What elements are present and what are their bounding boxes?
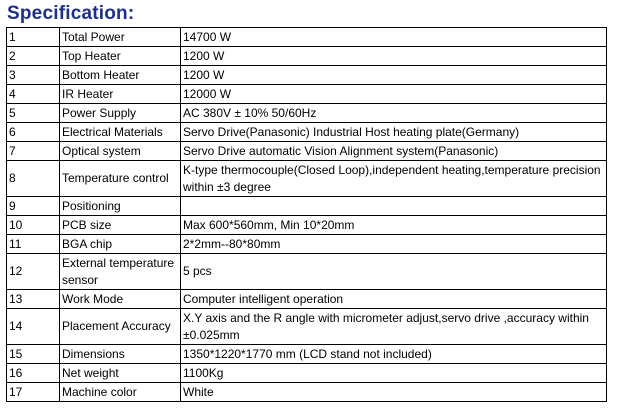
- table-row: [7, 383, 607, 402]
- row-value: Computer intelligent operation: [181, 290, 607, 309]
- row-item: Power Supply: [60, 104, 181, 123]
- row-value: Servo Drive(Panasonic) Industrial Host heating plate(Germany): [181, 123, 607, 142]
- row-value: 1200 W: [181, 66, 607, 85]
- row-number: 3: [7, 66, 60, 85]
- row-value: 5 pcs: [181, 254, 607, 290]
- row-number: 17: [7, 383, 60, 402]
- table-row: [7, 47, 607, 66]
- row-item: Bottom Heater: [60, 66, 181, 85]
- table-row: [7, 104, 607, 123]
- row-value: White: [181, 383, 607, 402]
- row-item: PCB size: [60, 216, 181, 235]
- row-value: Max 600*560mm, Min 10*20mm: [181, 216, 607, 235]
- row-number: 10: [7, 216, 60, 235]
- row-value: 2*2mm--80*80mm: [181, 235, 607, 254]
- row-value: 14700 W: [181, 28, 607, 47]
- row-number: 9: [7, 197, 60, 216]
- row-item: Temperature control: [60, 161, 181, 197]
- table-row: [7, 66, 607, 85]
- table-row: [7, 309, 607, 345]
- row-item: Dimensions: [60, 345, 181, 364]
- table-row: [7, 216, 607, 235]
- specification-table: [6, 27, 607, 402]
- row-number: 13: [7, 290, 60, 309]
- table-row: [7, 254, 607, 290]
- row-item: Placement Accuracy: [60, 309, 181, 345]
- row-number: 7: [7, 142, 60, 161]
- row-number: 14: [7, 309, 60, 345]
- table-row: [7, 142, 607, 161]
- row-item: IR Heater: [60, 85, 181, 104]
- table-row: [7, 364, 607, 383]
- page-title: Specification:: [7, 3, 135, 24]
- row-item: Total Power: [60, 28, 181, 47]
- row-number: 15: [7, 345, 60, 364]
- row-value: K-type thermocouple(Closed Loop),independent heating,temperature precision within ±3 degree: [181, 161, 607, 197]
- row-item: Electrical Materials: [60, 123, 181, 142]
- table-row: [7, 161, 607, 197]
- row-number: 8: [7, 161, 60, 197]
- row-item: Optical system: [60, 142, 181, 161]
- row-value: [181, 197, 607, 216]
- row-number: 11: [7, 235, 60, 254]
- table-row: [7, 28, 607, 47]
- row-number: 5: [7, 104, 60, 123]
- table-row: [7, 235, 607, 254]
- row-item: Work Mode: [60, 290, 181, 309]
- row-value: 1100Kg: [181, 364, 607, 383]
- row-item: Net weight: [60, 364, 181, 383]
- row-value: AC 380V ± 10% 50/60Hz: [181, 104, 607, 123]
- row-item: Top Heater: [60, 47, 181, 66]
- row-value: 12000 W: [181, 85, 607, 104]
- row-number: 1: [7, 28, 60, 47]
- table-row: [7, 85, 607, 104]
- table-row: [7, 290, 607, 309]
- table-row: [7, 123, 607, 142]
- row-number: 2: [7, 47, 60, 66]
- table-row: [7, 197, 607, 216]
- row-item: External temperature sensor: [60, 254, 181, 290]
- row-number: 12: [7, 254, 60, 290]
- row-value: Servo Drive automatic Vision Alignment system(Panasonic): [181, 142, 607, 161]
- row-number: 4: [7, 85, 60, 104]
- row-item: Machine color: [60, 383, 181, 402]
- row-item: BGA chip: [60, 235, 181, 254]
- row-item: Positioning: [60, 197, 181, 216]
- row-number: 6: [7, 123, 60, 142]
- table-row: [7, 345, 607, 364]
- row-number: 16: [7, 364, 60, 383]
- row-value: 1200 W: [181, 47, 607, 66]
- row-value: X.Y axis and the R angle with micrometer adjust,servo drive ,accuracy within ±0.025mm: [181, 309, 607, 345]
- row-value: 1350*1220*1770 mm (LCD stand not included): [181, 345, 607, 364]
